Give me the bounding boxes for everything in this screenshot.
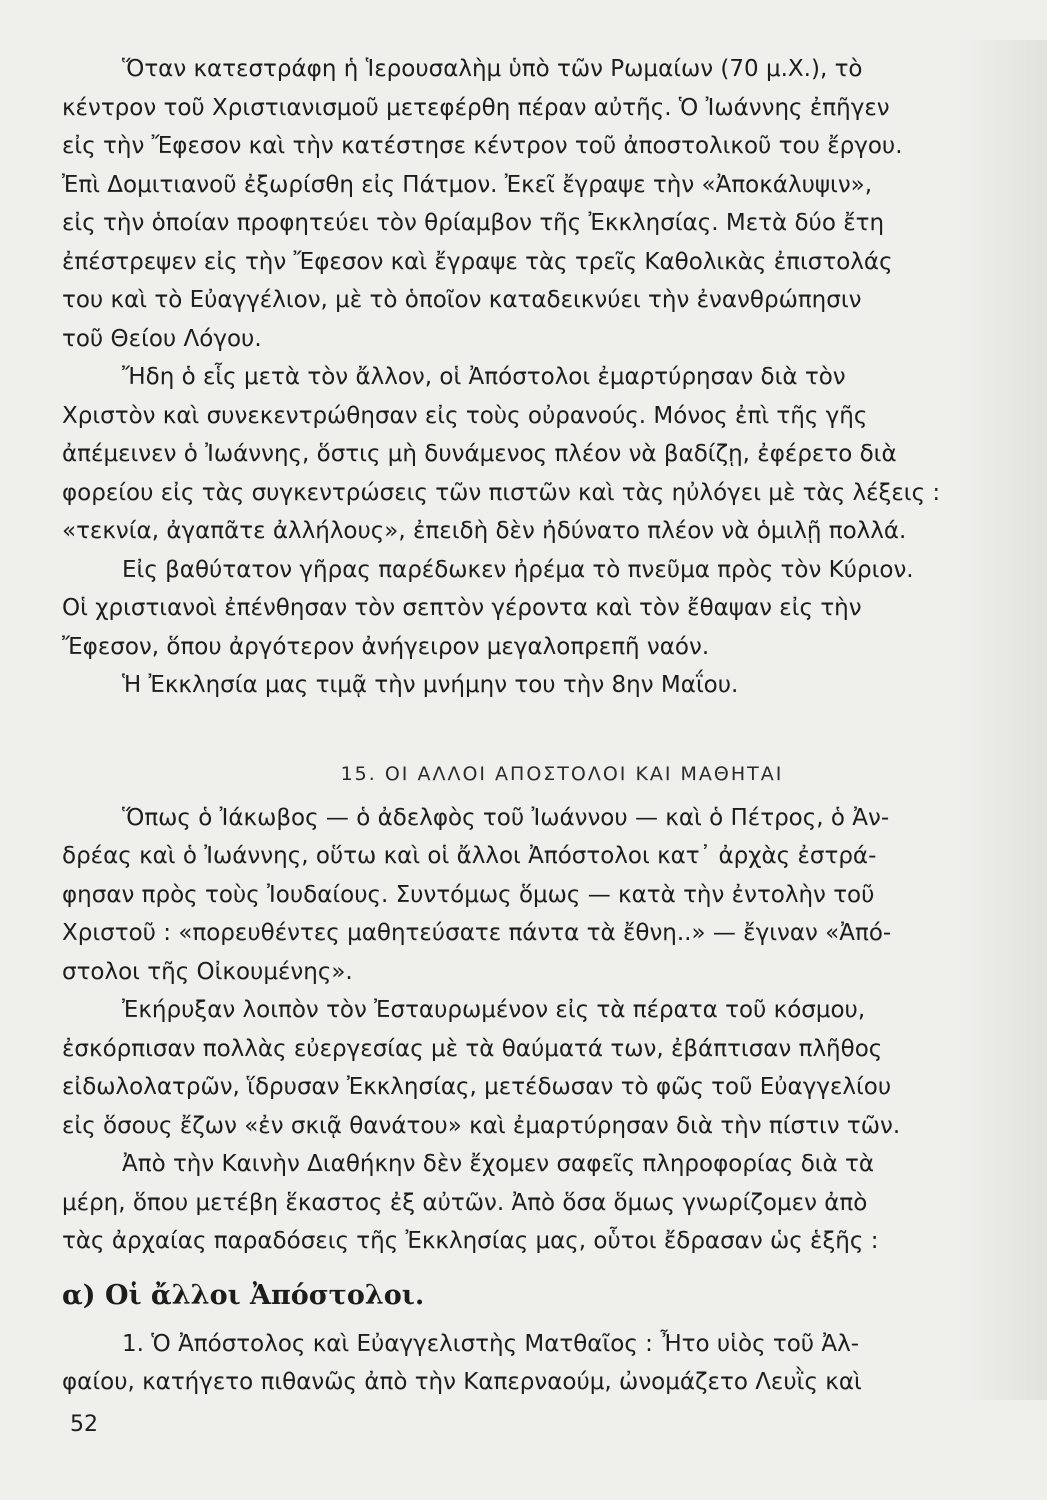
text-line: Ἡ Ἐκκλησία μας τιμᾷ τὴν μνήμην του τὴν 8ην Μαΐου. (122, 672, 739, 698)
paragraph-other-apostles (62, 799, 1022, 1261)
text-line: φαίου, κατήγετο πιθανῶς ἀπὸ τὴν Καπερναούμ, ὠνομάζετο Λευῒς καὶ (62, 1369, 862, 1395)
paragraph-john-exile (62, 50, 1022, 358)
text-line: Εἰς βαθύτατον γῆρας παρέδωκεν ἠρέμα τὸ πνεῦμα πρὸς τὸν Κύριον. (122, 556, 914, 583)
text-line: Οἱ χριστιανοὶ ἐπένθησαν τὸν σεπτὸν γέροντα καὶ τὸν ἔθαψαν εἰς τὴν (62, 595, 862, 621)
text-line: Ἤδη ὁ εἷς μετὰ τὸν ἄλλον, οἱ Ἀπόστολοι ἐμαρτύρησαν διὰ τὸν (122, 364, 846, 390)
text-line: Ἀπὸ τὴν Καινὴν Διαθήκην δὲν ἔχομεν σαφεῖς πληροφορίας διὰ τὰ (122, 1151, 875, 1177)
spacer (62, 705, 1022, 749)
text-line: Ὅταν κατεστράφη ἡ Ἱερουσαλὴμ ὑπὸ τῶν Ρωμαίων (70 μ.Χ.), τὸ (122, 56, 863, 82)
text-line: εἰδωλολατρῶν, ἵδρυσαν Ἐκκλησίας, μετέδωσαν τὸ φῶς τοῦ Εὐαγγελίου (62, 1074, 892, 1100)
text-line: τοῦ Θείου Λόγου. (62, 325, 262, 352)
text-line: ἐσκόρπισαν πολλὰς εὐεργεσίας μὲ τὰ θαύματά των, ἐβάπτισαν πλῆθος (62, 1035, 883, 1062)
text-line: εἰς τὴν Ἔφεσον καὶ τὴν κατέστησε κέντρον τοῦ ἀποστολικοῦ του ἔργου. (62, 133, 903, 159)
book-page (62, 50, 1022, 1402)
text-line: Ἔφεσον, ὅπου ἀργότερον ἀνήγειρον μεγαλοπρεπῆ ναόν. (62, 633, 710, 660)
text-line: Ὅπως ὁ Ἰάκωβος — ὁ ἀδελφὸς τοῦ Ἰωάννου — καὶ ὁ Πέτρος, ὁ Ἀν- (122, 804, 890, 831)
text-line: ἀπέμεινεν ὁ Ἰωάννης, ὅστις μὴ δυνάμενος πλέον νὰ βαδίζῃ, ἐφέρετο διὰ (62, 441, 897, 467)
text-line: Ἐπὶ Δομιτιανοῦ ἐξωρίσθη εἰς Πάτμον. Ἐκεῖ ἔγραψε τὴν «Ἀποκάλυψιν», (62, 171, 873, 198)
text-line: ἐπέστρεψεν εἰς τὴν Ἔφεσον καὶ ἔγραψε τὰς τρεῖς Καθολικὰς ἐπιστολάς (62, 248, 893, 275)
text-line: στολοι τῆς Οἰκουμένης». (62, 958, 353, 985)
text-line: «τεκνία, ἀγαπᾶτε ἀλλήλους», ἐπειδὴ δὲν ἠδύνατο πλέον νὰ ὁμιλῇ πολλά. (62, 518, 907, 544)
text-line: 1. Ὁ Ἀπόστολος καὶ Εὐαγγελιστὴς Ματθαῖος : Ἦτο υἱὸς τοῦ Ἀλ- (122, 1330, 860, 1357)
subsection-heading: α) Οἱ ἄλλοι Ἀπόστολοι. (62, 1279, 425, 1311)
section-heading: 15. ΟΙ ΑΛΛΟΙ ΑΠΟΣΤΟΛΟΙ ΚΑΙ ΜΑΘΗΤΑΙ (340, 762, 784, 785)
text-line: φορείου εἰς τὰς συγκεντρώσεις τῶν πιστῶν καὶ τὰς ηὐλόγει μὲ τὰς λέξεις : (62, 479, 941, 506)
text-line: φησαν πρὸς τοὺς Ἰουδαίους. Συντόμως ὅμως — κατὰ τὴν ἐντολὴν τοῦ (62, 881, 875, 908)
paragraph-john-death (62, 358, 1022, 705)
text-line: Χριστὸν καὶ συνεκεντρώθησαν εἰς τοὺς οὐρανούς. Μόνος ἐπὶ τῆς γῆς (62, 402, 868, 429)
text-line: εἰς τὴν ὁποίαν προφητεύει τὸν θρίαμβον τῆς Ἐκκλησίας. Μετὰ δύο ἔτη (62, 210, 885, 236)
text-line: Χριστοῦ : «πορευθέντες μαθητεύσατε πάντα τὰ ἔθνη..» — ἔγιναν «Ἀπό- (62, 920, 892, 946)
text-line: εἰς ὅσους ἔζων «ἐν σκιᾷ θανάτου» καὶ ἐμαρτύρησαν διὰ τὴν πίστιν τῶν. (62, 1112, 901, 1139)
text-line: τὰς ἀρχαίας παραδόσεις τῆς Ἐκκλησίας μας, οὗτοι ἔδρασαν ὡς ἑξῆς : (62, 1228, 879, 1254)
text-line: κέντρον τοῦ Χριστιανισμοῦ μετεφέρθη πέραν αὐτῆς. Ὁ Ἰωάννης ἐπῆγεν (62, 94, 890, 121)
text-line: Ἐκήρυξαν λοιπὸν τὸν Ἐσταυρωμένον εἰς τὰ πέρατα τοῦ κόσμου, (122, 997, 866, 1023)
page-number: 52 (70, 1412, 98, 1437)
text-line: του καὶ τὸ Εὐαγγέλιον, μὲ τὸ ὁποῖον καταδεικνύει τὴν ἐνανθρώπησιν (62, 287, 862, 313)
text-line: δρέας καὶ ὁ Ἰωάννης, οὕτω καὶ οἱ ἄλλοι Ἀπόστολοι κατ᾿ ἀρχὰς ἐστρά- (62, 843, 877, 869)
paragraph-matthew (62, 1325, 1022, 1402)
text-line: μέρη, ὅπου μετέβη ἕκαστος ἐξ αὐτῶν. Ἀπὸ ὅσα ὅμως γνωρίζομεν ἀπὸ (62, 1189, 868, 1216)
